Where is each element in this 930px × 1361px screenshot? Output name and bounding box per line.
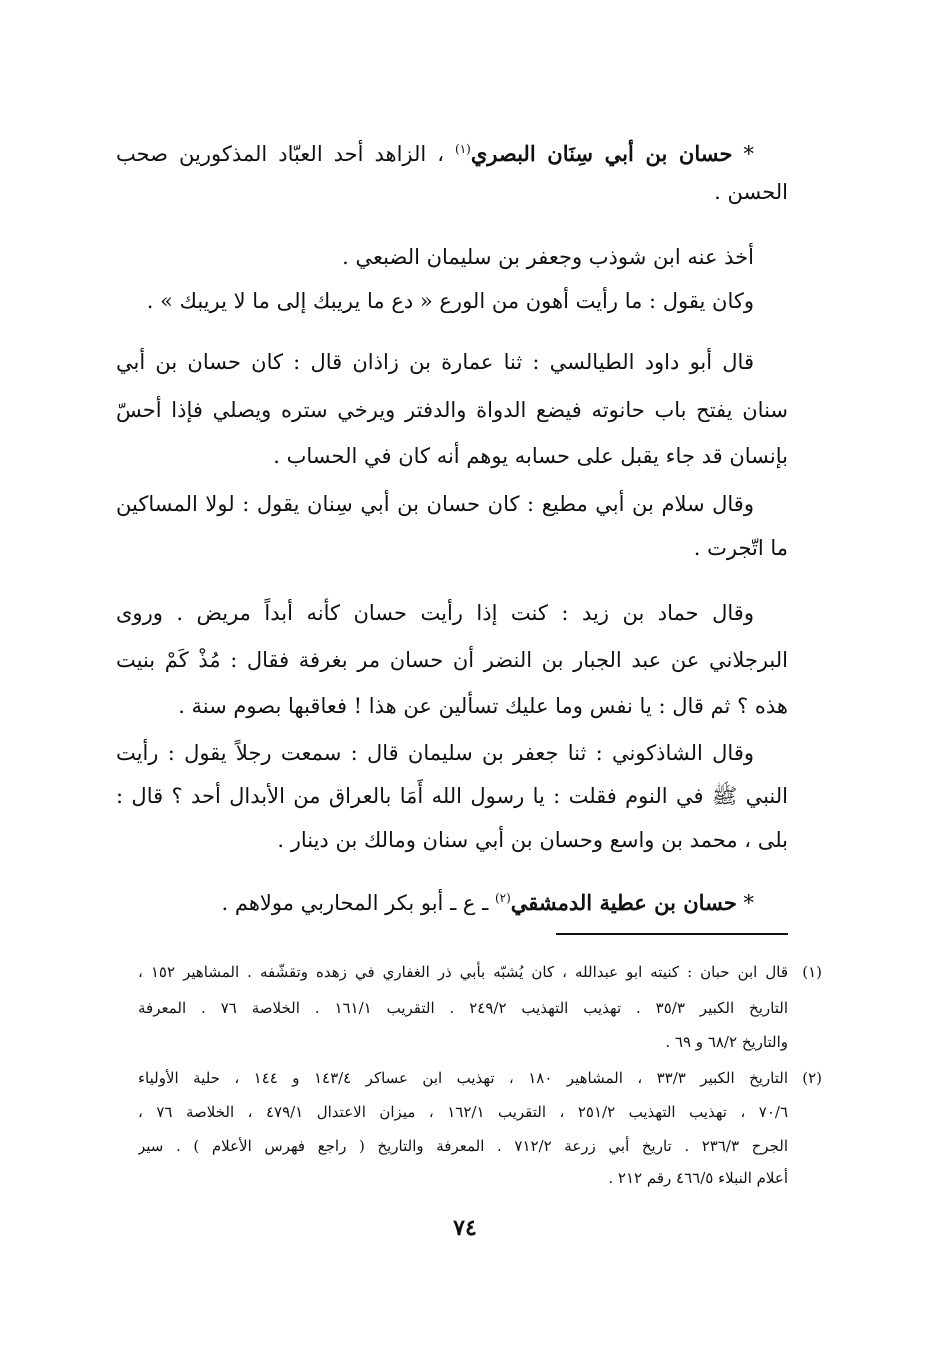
body-line: بإنسان قد جاء يقبل على حسابه يوهم أنه كان في الحساب . [273, 444, 788, 468]
footnote-line: التاريخ الكبير ٣٣/٣ ، المشاهير ١٨٠ ، تهذيب ابن عساكر ١٤٣/٤ و ١٤٤ ، حلية الأولياء [138, 1069, 788, 1087]
entry-description: ـ ع ـ أبو بكر المحاربي مولاهم . [221, 891, 489, 915]
body-line: وقال سلام بن أبي مطيع : كان حسان بن أبي سِنان يقول : لولا المساكين [116, 492, 754, 516]
footnote-line: والتاريخ ٦٨/٢ و ٦٩ . [665, 1033, 788, 1051]
body-line: هذه ؟ ثم قال : يا نفس وما عليك تسألين عن هذا ! فعاقبها بصوم سنة . [178, 694, 788, 718]
footnote-ref: (٢) [494, 891, 511, 905]
footnote-line: أعلام النبلاء ٤٦٦/٥ رقم ٢١٢ . [608, 1169, 788, 1187]
footnote-separator [556, 933, 788, 935]
body-line: وكان يقول : ما رأيت أهون من الورع « دع ما يريبك إلى ما لا يريبك » . [146, 289, 754, 313]
footnote-line: الجرح ٢٣٦/٣ . تاريخ أبي زرعة ٧١٢/٢ . المعرفة والتاريخ ( راجع فهرس الأعلام ) . سير [138, 1137, 788, 1155]
footnote-line: التاريخ الكبير ٣٥/٣ . تهذيب التهذيب ٢٤٩/٢ . التقريب ١٦١/١ . الخلاصة ٧٦ . المعرفة [138, 999, 788, 1017]
body-line: قال أبو داود الطيالسي : ثنا عمارة بن زاذان قال : كان حسان بن أبي [116, 350, 754, 374]
footnote-line: قال ابن حبان : كنيته ابو عبدالله ، كان يُشبّه بأبي ذر الغفاري في زهده وتقشّفه . المشاهير ١٥٢ ، [138, 963, 788, 981]
body-line: ما اتّجرت . [693, 536, 788, 560]
entry-star-marker: * [743, 142, 754, 166]
body-line: وقال حماد بن زيد : كنت إذا رأيت حسان كأنه أبداً مريض . وروى [116, 601, 754, 625]
entry-heading-hassan-basri [116, 131, 788, 169]
footnote-ref: (١) [455, 142, 471, 156]
body-line: أخذ عنه ابن شوذب وجعفر بن سليمان الضبعي . [342, 245, 754, 269]
page-number: ٧٤ [453, 1215, 477, 1241]
entry-heading-hassan-dimashqi [116, 880, 788, 918]
entry-text-line: الحسن . [714, 180, 788, 204]
entry-star-marker: * [743, 891, 754, 915]
entry-description: ، الزاهد أحد العبّاد المذكورين صحب [116, 142, 445, 166]
body-line: البرجلاني عن عبد الجبار بن النضر أن حسان مر بغرفة فقال : مُذْ كَمْ بنيت [116, 648, 788, 672]
footnote-number: (٢) [802, 1069, 822, 1087]
body-line: بلى ، محمد بن واسع وحسان بن أبي سنان ومالك بن دينار . [277, 828, 788, 852]
body-line: سنان يفتح باب حانوته فيضع الدواة والدفتر ويرخي ستره ويصلي فإذا أحسّ [116, 398, 788, 422]
body-line: النبي ﷺ في النوم فقلت : يا رسول الله أَمَا بالعراق من الأبدال أحد ؟ قال : [116, 784, 788, 808]
footnote-line: ٧٠/٦ ، تهذيب التهذيب ٢٥١/٢ ، التقريب ١٦٢/١ ، ميزان الاعتدال ٤٧٩/١ ، الخلاصة ٧٦ ، [138, 1103, 788, 1121]
footnote-number: (١) [802, 963, 822, 981]
body-line: وقال الشاذكوني : ثنا جعفر بن سليمان قال : سمعت رجلاً يقول : رأيت [116, 741, 754, 765]
entry-name: حسان بن عطية الدمشقي [510, 890, 737, 915]
entry-name: حسان بن أبي سِنَان البصري [470, 141, 733, 166]
